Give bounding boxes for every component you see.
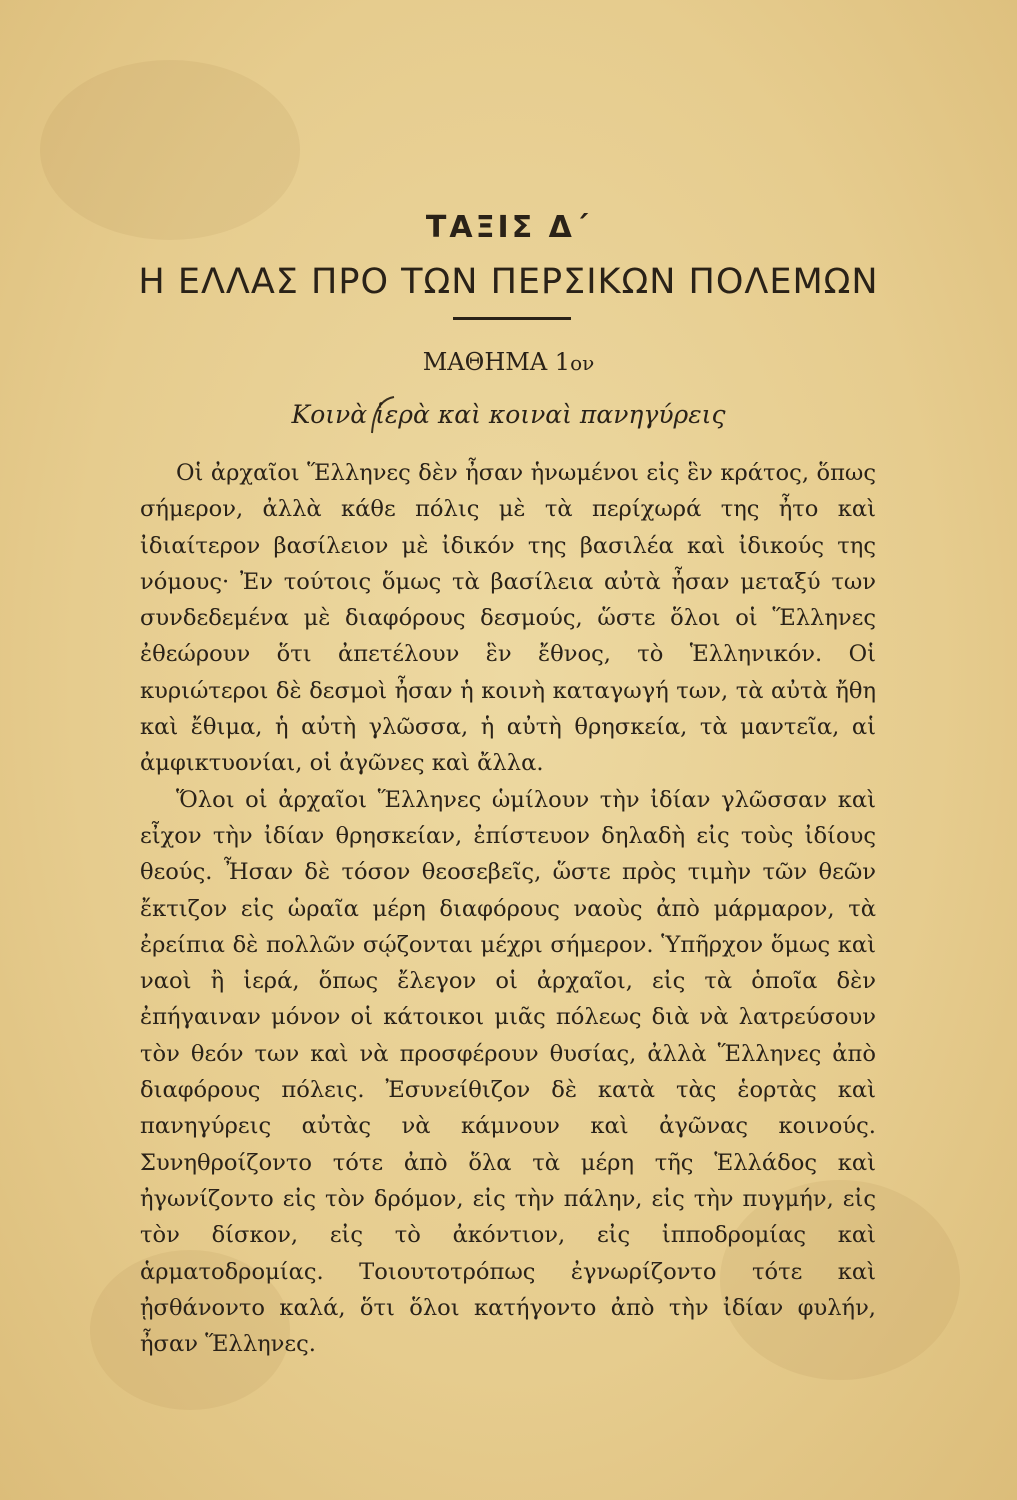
lesson-label — [0, 348, 1017, 376]
lesson-label-text: ΜΑΘΗΜΑ 1 — [422, 348, 571, 376]
main-title: Η ΕΛΛΑΣ ΠΡΟ ΤΩΝ ΠΕΡΣΙΚΩΝ ΠΟΛΕΜΩΝ — [138, 262, 879, 302]
paragraph-2: Ὅλοι οἱ ἀρχαῖοι Ἕλληνες ὡμίλουν τὴν ἰδίαν γλῶσσαν καὶ εἶχον τὴν ἰδίαν θρησκείαν, ἐπίστευον δηλαδὴ εἰς τοὺς ἰδίους θεούς. Ἦσαν δὲ τόσον θεοσεβεῖς, ὥστε πρὸς τιμὴν τῶν θεῶν ἔκτιζον εἰς ὡραῖα μέρη διαφόρους ναοὺς ἀπὸ μάρμαρον, τὰ ἐρείπια δὲ πολλῶν σῴζονται μέχρι σήμερον. Ὑπῆρχον ὅμως καὶ ναοὶ ἢ ἱερά, ὅπως ἔλεγον οἱ ἀρχαῖοι, εἰς τὰ ὁποῖα δὲν ἐπήγαιναν μόνον οἱ κάτοικοι μιᾶς πόλεως διὰ νὰ λατρεύσουν τὸν θεόν των καὶ νὰ προσφέρουν θυσίας, ἀλλὰ Ἕλληνες ἀπὸ διαφόρους πόλεις. Ἐσυνείθιζον δὲ κατὰ τὰς ἑορτὰς καὶ πανηγύρεις αὐτὰς νὰ κάμνουν καὶ ἀγῶνας κοινούς. Συνηθροίζοντο τότε ἀπὸ ὅλα τὰ μέρη τῆς Ἑλλάδος καὶ ἠγωνίζοντο εἰς τὸν δρόμον, εἰς τὴν πάλην, εἰς τὴν πυγμήν, εἰς τὸν δίσκον, εἰς τὸ ἀκόντιον, εἰς ἱπποδρομίας καὶ ἁρματοδρομίας. Τοιουτοτρόπως ἐγνωρίζοντο τότε καὶ ᾐσθάνοντο καλά, ὅτι ὅλοι κατήγοντο ἀπὸ τὴν ἰδίαν φυλήν, ἦσαν Ἕλληνες. — [140, 786, 876, 1358]
paragraph-1: Οἱ ἀρχαῖοι Ἕλληνες δὲν ἦσαν ἡνωμένοι εἰς ἓν κράτος, ὅπως σήμερον, ἀλλὰ κάθε πόλις μὲ τὰ περίχωρά της ἦτο καὶ ἰδιαίτερον βασίλειον μὲ ἰδικόν της βασιλέα καὶ ἰδικούς της νόμους· Ἐν τούτοις ὅμως τὰ βασίλεια αὐτὰ ἦσαν μεταξύ των συνδεδεμένα μὲ διαφόρους δεσμούς, ὥστε ὅλοι οἱ Ἕλληνες ἐθεώρουν ὅτι ἀπετέλουν ἓν ἔθνος, τὸ Ἑλληνικόν. Οἱ κυριώτεροι δὲ δεσμοὶ ἦσαν ἡ κοινὴ καταγωγή των, τὰ αὐτὰ ἤθη καὶ ἔθιμα, ἡ αὐτὴ γλῶσσα, ἡ αὐτὴ θρησκεία, τὰ μαντεῖα, αἱ ἀμφικτυονίαι, οἱ ἀγῶνες καὶ ἄλλα. — [140, 460, 876, 777]
lesson-subtitle: Κοινὰ ἱερὰ καὶ κοιναὶ πανηγύρεις — [291, 400, 726, 429]
lesson-label-suffix: ον — [570, 351, 595, 375]
class-heading: ΤΑΞΙΣ Δ΄ — [425, 210, 592, 245]
body-text — [140, 455, 876, 1362]
title-divider — [453, 317, 571, 320]
